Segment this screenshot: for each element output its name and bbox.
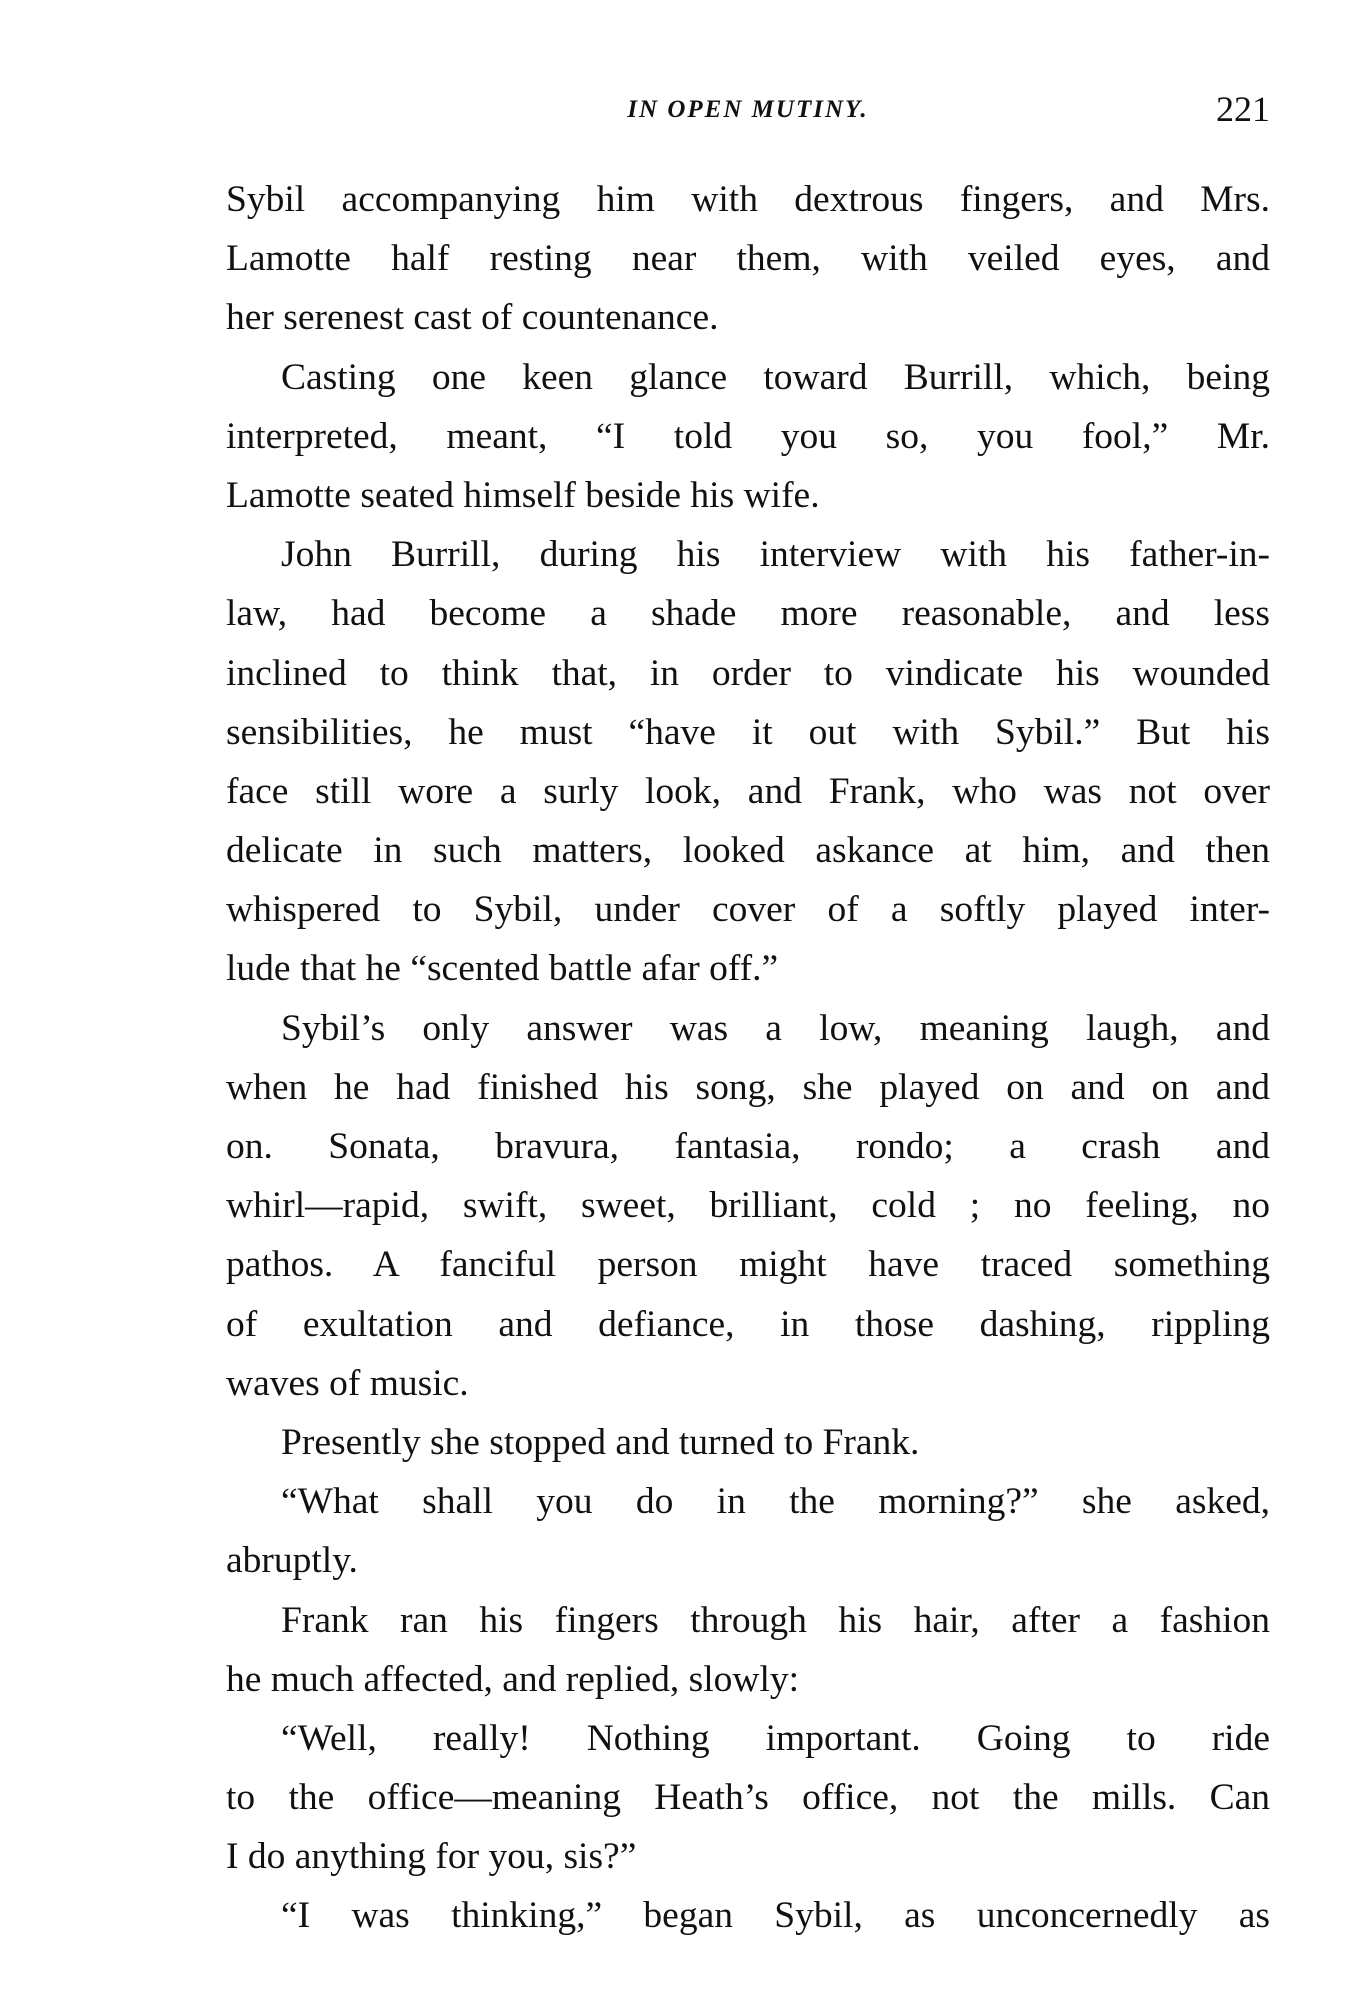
page-header (226, 88, 1270, 128)
text-line-content: of exultation and defiance, in those dashing, rippling (226, 1303, 1270, 1345)
text-line (226, 1886, 1270, 1945)
text-line (226, 584, 1270, 643)
text-line (226, 939, 1270, 998)
text-line (226, 1354, 1270, 1413)
text-line-content: interpreted, meant, “I told you so, you fool,” Mr. (226, 415, 1270, 457)
text-line (226, 348, 1270, 407)
text-line-content: “What shall you do in the morning?” she asked, (281, 1481, 1270, 1523)
running-title: IN OPEN MUTINY. (627, 96, 869, 123)
text-line-content: whirl—rapid, swift, sweet, brilliant, cold ; no feeling, no (226, 1185, 1270, 1227)
text-line-content: law, had become a shade more reasonable, and less (226, 593, 1270, 635)
text-line (226, 1295, 1270, 1354)
text-line-content: when he had finished his song, she played on and on and (226, 1066, 1270, 1108)
text-line-content: on. Sonata, bravura, fantasia, rondo; a crash and (226, 1126, 1270, 1167)
page-body-text (226, 170, 1270, 1946)
text-line-content: to the office—meaning Heath’s office, not the mills. Can (226, 1777, 1270, 1819)
text-line-content: sensibilities, he must “have it out with Sybil.” But his (226, 711, 1270, 753)
text-line-content: delicate in such matters, looked askance at him, and then (226, 830, 1270, 872)
text-line (226, 1058, 1270, 1117)
text-line (226, 880, 1270, 939)
text-line-content: John Burrill, during his interview with his father-in- (281, 534, 1270, 576)
text-line-content: “I was thinking,” began Sybil, as unconcernedly as (281, 1895, 1270, 1937)
text-line (226, 644, 1270, 703)
text-line (226, 762, 1270, 821)
text-line-content: Casting one keen glance toward Burrill, which, being (281, 356, 1270, 398)
text-line (226, 1472, 1270, 1531)
text-line-content: pathos. A fanciful person might have traced something (226, 1244, 1270, 1286)
text-line-content: lude that he “scented battle afar off.” (226, 948, 779, 990)
text-line (226, 466, 1270, 525)
text-line (226, 1531, 1270, 1590)
text-line (226, 229, 1270, 288)
page-number: 221 (1216, 89, 1270, 129)
text-line (226, 170, 1270, 229)
text-line-content: waves of music. (226, 1362, 469, 1404)
text-line-content: he much affected, and replied, slowly: (226, 1658, 800, 1700)
text-line-content: abruptly. (226, 1540, 358, 1582)
text-line-content: Sybil accompanying him with dextrous fingers, and Mrs. (226, 179, 1270, 220)
text-line (226, 703, 1270, 762)
text-line-content: her serenest cast of countenance. (226, 297, 719, 339)
text-line (226, 1709, 1270, 1768)
text-line (226, 1827, 1270, 1886)
text-line-content: Sybil’s only answer was a low, meaning laugh, and (281, 1007, 1270, 1049)
text-line (226, 288, 1270, 347)
text-line (226, 1413, 1270, 1472)
text-line (226, 1768, 1270, 1827)
text-line-content: whispered to Sybil, under cover of a softly played inter- (226, 889, 1270, 931)
text-line-content: Presently she stopped and turned to Frank. (281, 1421, 920, 1463)
text-line (226, 821, 1270, 880)
text-line (226, 525, 1270, 584)
text-line-content: Lamotte half resting near them, with veiled eyes, and (226, 238, 1270, 280)
text-line-content: inclined to think that, in order to vindicate his wounded (226, 652, 1270, 694)
text-line (226, 1591, 1270, 1650)
text-line (226, 1650, 1270, 1709)
text-line (226, 1235, 1270, 1294)
text-line-content: I do anything for you, sis?” (226, 1836, 637, 1878)
text-line-content: face still wore a surly look, and Frank, who was not over (226, 770, 1270, 812)
text-line-content: Frank ran his fingers through his hair, after a fashion (281, 1599, 1270, 1641)
text-line-content: “Well, really! Nothing important. Going to ride (281, 1717, 1270, 1759)
text-line (226, 1176, 1270, 1235)
text-line-content: Lamotte seated himself beside his wife. (226, 474, 820, 516)
text-line (226, 1117, 1270, 1176)
text-line (226, 407, 1270, 466)
text-line (226, 999, 1270, 1058)
